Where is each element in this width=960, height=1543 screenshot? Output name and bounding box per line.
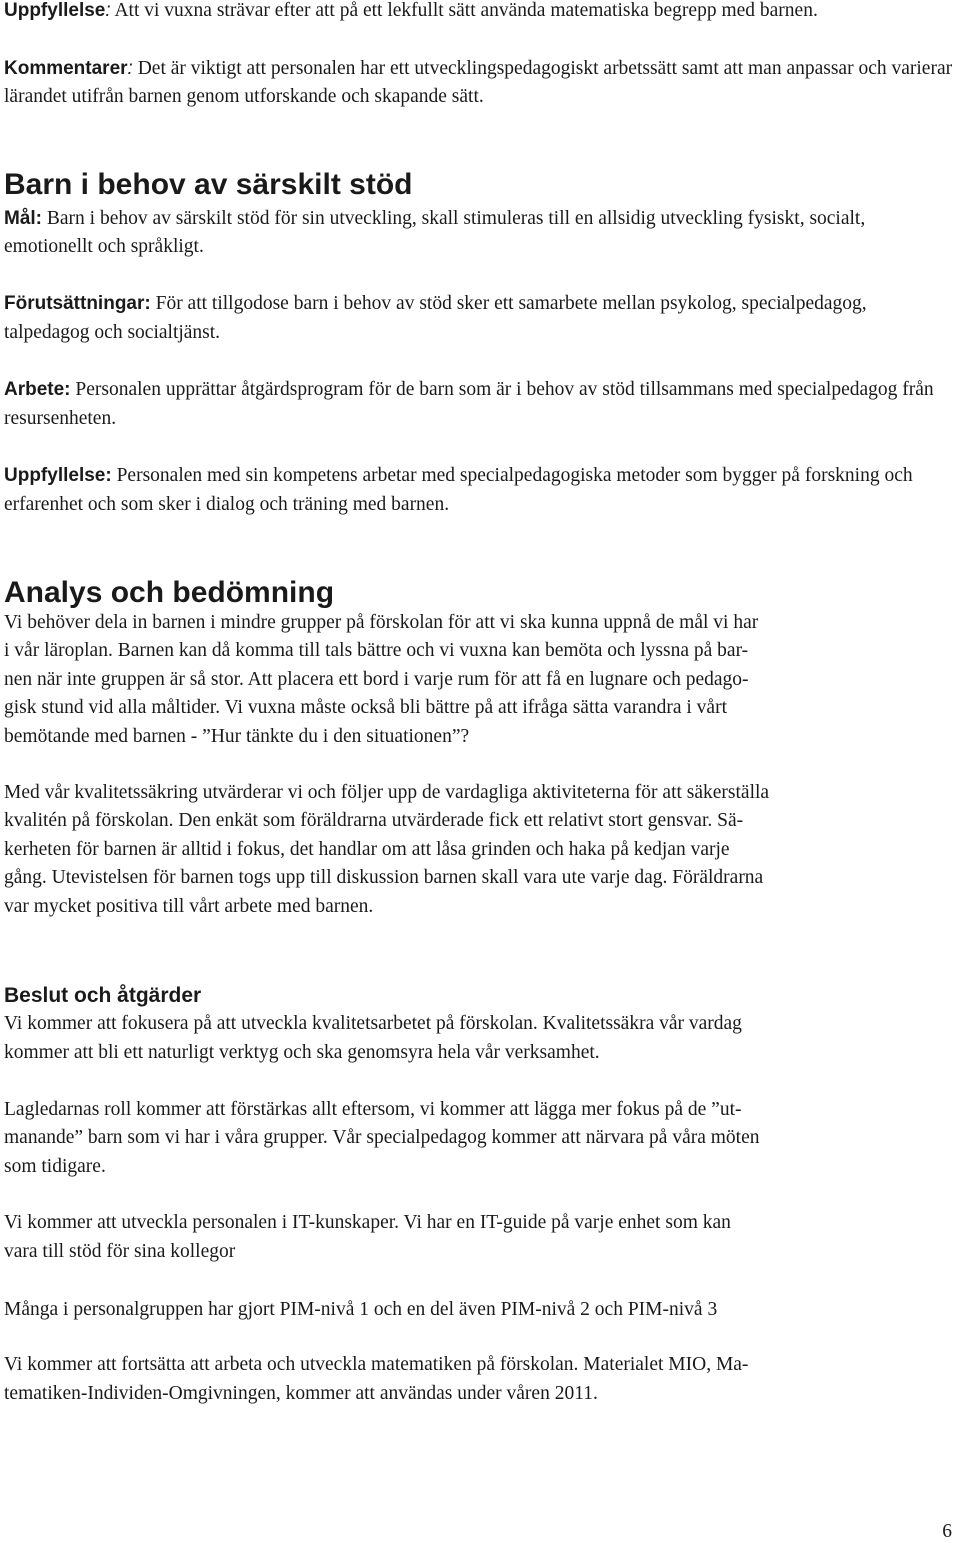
mal-text: Barn i behov av särskilt stöd för sin utveckling, skall stimuleras till en allsidig utveckling fysiskt, socialt, emotionellt och språkligt.	[4, 207, 866, 258]
beslut-paragraph-2	[4, 1096, 956, 1182]
beslut-paragraph-3	[4, 1209, 956, 1266]
text-line: i vår läroplan. Barnen kan då komma till tals bättre och vi vuxna kan bemöta och lyssna på bar-	[4, 640, 749, 662]
mal-paragraph	[4, 205, 956, 262]
text-line: gång. Utevistelsen för barnen togs upp till diskussion barnen skall vara ute varje dag. Föräldrarna	[4, 867, 764, 889]
arbete-text: Personalen upprättar åtgärdsprogram för de barn som är i behov av stöd tillsammans med specialpedagog från resursenheten.	[4, 379, 934, 429]
beslut-paragraph-1	[4, 1010, 956, 1067]
uppfyllelse-text: Att vi vuxna strävar efter att på ett lekfullt sätt använda matematiska begrepp med barnen.	[110, 0, 818, 21]
heading-analys: Analys och bedömning	[4, 575, 335, 609]
uppfyllelse-stod-label: Uppfyllelse:	[4, 465, 112, 487]
heading-barn-i-behov: Barn i behov av särskilt stöd	[4, 167, 413, 201]
beslut-paragraph-4: Många i personalgruppen har gjort PIM-nivå 1 och en del även PIM-nivå 2 och PIM-nivå 3	[4, 1298, 718, 1320]
text-line: bemötande med barnen - ”Hur tänkte du i den situationen”?	[4, 725, 470, 747]
text-line: kommer att bli ett naturligt verktyg och ska genomsyra hela vår verksamhet.	[4, 1042, 600, 1064]
uppfyllelse-paragraph	[4, 462, 956, 519]
forutsattningar-paragraph	[4, 290, 956, 347]
text-line: Vi kommer att fortsätta att arbeta och utveckla matematiken på förskolan. Materialet MIO, Ma-	[4, 1354, 749, 1376]
text-line: kvalitén på förskolan. Den enkät som föräldrarna utvärderade fick ett relativt stort gensvar. Sä-	[4, 810, 744, 832]
text-line: kerheten för barnen är alltid i fokus, det handlar om att låsa grinden och haka på kedjan varje	[4, 838, 730, 860]
mal-label: Mål:	[4, 207, 42, 229]
text-line: nen när inte gruppen är så stor. Att placera ett bord i varje rum för att få en lugnare och pedago-	[4, 668, 749, 690]
text-line: Vi kommer att utveckla personalen i IT-kunskaper. Vi har en IT-guide på varje enhet som kan	[4, 1212, 731, 1234]
text-line: vara till stöd för sina kollegor	[4, 1241, 236, 1263]
text-line: tematiken-Individen-Omgivningen, kommer att användas under våren 2011.	[4, 1382, 598, 1404]
forutsattningar-label: Förutsättningar:	[4, 292, 151, 314]
analys-paragraph-1	[4, 609, 956, 752]
text-line: Vi behöver dela in barnen i mindre grupper på förskolan för att vi ska kunna uppnå de mål vi har	[4, 611, 759, 633]
text-line: manande” barn som vi har i våra grupper. Vår specialpedagog kommer att närvara på våra möten	[4, 1127, 760, 1149]
uppfyllelse-label: Uppfyllelse	[4, 0, 106, 21]
kommentarer-colon: :	[127, 57, 133, 79]
text-line: Med vår kvalitetssäkring utvärderar vi och följer upp de vardagliga aktiviteterna för att säkerställa	[4, 781, 770, 803]
kommentarer-paragraph	[4, 55, 956, 112]
page-number: 6	[942, 1521, 952, 1542]
beslut-paragraph-5	[4, 1351, 956, 1408]
text-line: gisk stund vid alla måltider. Vi vuxna måste också bli bättre på att ifråga sätta varandra i vårt	[4, 697, 727, 719]
kommentarer-text: Det är viktigt att personalen har ett utvecklingspedagogiskt arbetssätt samt att man anpassar och varierar lärandet utifrån barnen genom utforskande och skapande sätt.	[4, 57, 953, 108]
text-line: Lagledarnas roll kommer att förstärkas allt eftersom, vi kommer att lägga mer fokus på de ”ut-	[4, 1098, 742, 1120]
text-line: var mycket positiva till vårt arbete med barnen.	[4, 895, 374, 917]
kommentarer-label: Kommentarer	[4, 57, 128, 79]
uppfyllelse-colon: :	[105, 0, 111, 21]
text-line: som tidigare.	[4, 1155, 106, 1177]
document-page	[4, 0, 956, 1408]
uppfyllelse-stod-text: Personalen med sin kompetens arbetar med specialpedagogiska metoder som bygger på forskning och erfarenhet och som sker i dialog och träning med barnen.	[4, 465, 913, 515]
arbete-label: Arbete:	[4, 379, 71, 401]
uppfyllelse-intro	[4, 0, 956, 26]
arbete-paragraph	[4, 376, 956, 433]
text-line: Vi kommer att fokusera på att utveckla kvalitetsarbetet på förskolan. Kvalitetssäkra vår vardag	[4, 1013, 742, 1035]
forutsattningar-text: För att tillgodose barn i behov av stöd sker ett samarbete mellan psykolog, specialpedagog, talpedagog och socialtjänst.	[4, 292, 867, 343]
analys-paragraph-2	[4, 779, 956, 922]
heading-beslut: Beslut och åtgärder	[4, 984, 202, 1008]
